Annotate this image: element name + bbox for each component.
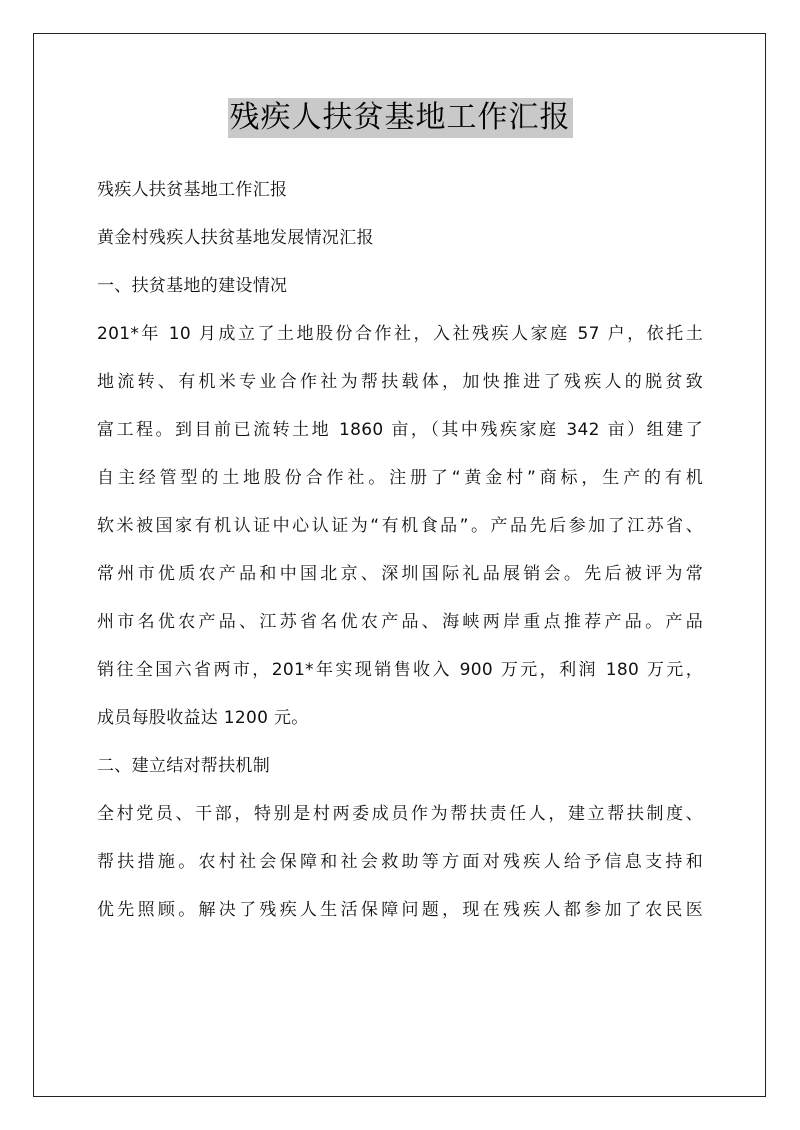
document-body	[97, 166, 703, 934]
section-heading-2: 二、建立结对帮扶机制	[97, 756, 270, 776]
body-line: 富工程。到目前已流转土地 1860 亩，（其中残疾家庭 342 亩）组建了	[97, 420, 703, 440]
body-line: 优先照顾。解决了残疾人生活保障问题，现在残疾人都参加了农民医	[97, 900, 703, 920]
body-line: 软米被国家有机认证中心认证为“有机食品”。产品先后参加了江苏省、	[97, 516, 703, 536]
body-line: 州市名优农产品、江苏省名优农产品、海峡两岸重点推荐产品。产品	[97, 612, 703, 632]
body-line: 全村党员、干部，特别是村两委成员作为帮扶责任人，建立帮扶制度、	[97, 804, 703, 824]
body-line: 销往全国六省两市，201*年实现销售收入 900 万元，利润 180 万元，	[97, 660, 703, 680]
document-title: 残疾人扶贫基地工作汇报	[228, 98, 573, 138]
body-line: 地流转、有机米专业合作社为帮扶载体，加快推进了残疾人的脱贫致	[97, 372, 703, 392]
body-line: 常州市优质农产品和中国北京、深圳国际礼品展销会。先后被评为常	[97, 564, 703, 584]
body-line: 201*年 10 月成立了土地股份合作社，入社残疾人家庭 57 户，依托土	[97, 324, 703, 344]
section-heading-1: 一、扶贫基地的建设情况	[97, 276, 288, 296]
title-container	[0, 98, 800, 138]
body-line: 成员每股收益达 1200 元。	[97, 708, 309, 728]
body-line: 帮扶措施。农村社会保障和社会救助等方面对残疾人给予信息支持和	[97, 852, 703, 872]
body-line: 自主经管型的土地股份合作社。注册了“黄金村”商标，生产的有机	[97, 468, 703, 488]
paragraph-subtitle: 残疾人扶贫基地工作汇报	[97, 180, 288, 200]
paragraph-report-heading: 黄金村残疾人扶贫基地发展情况汇报	[97, 228, 374, 248]
